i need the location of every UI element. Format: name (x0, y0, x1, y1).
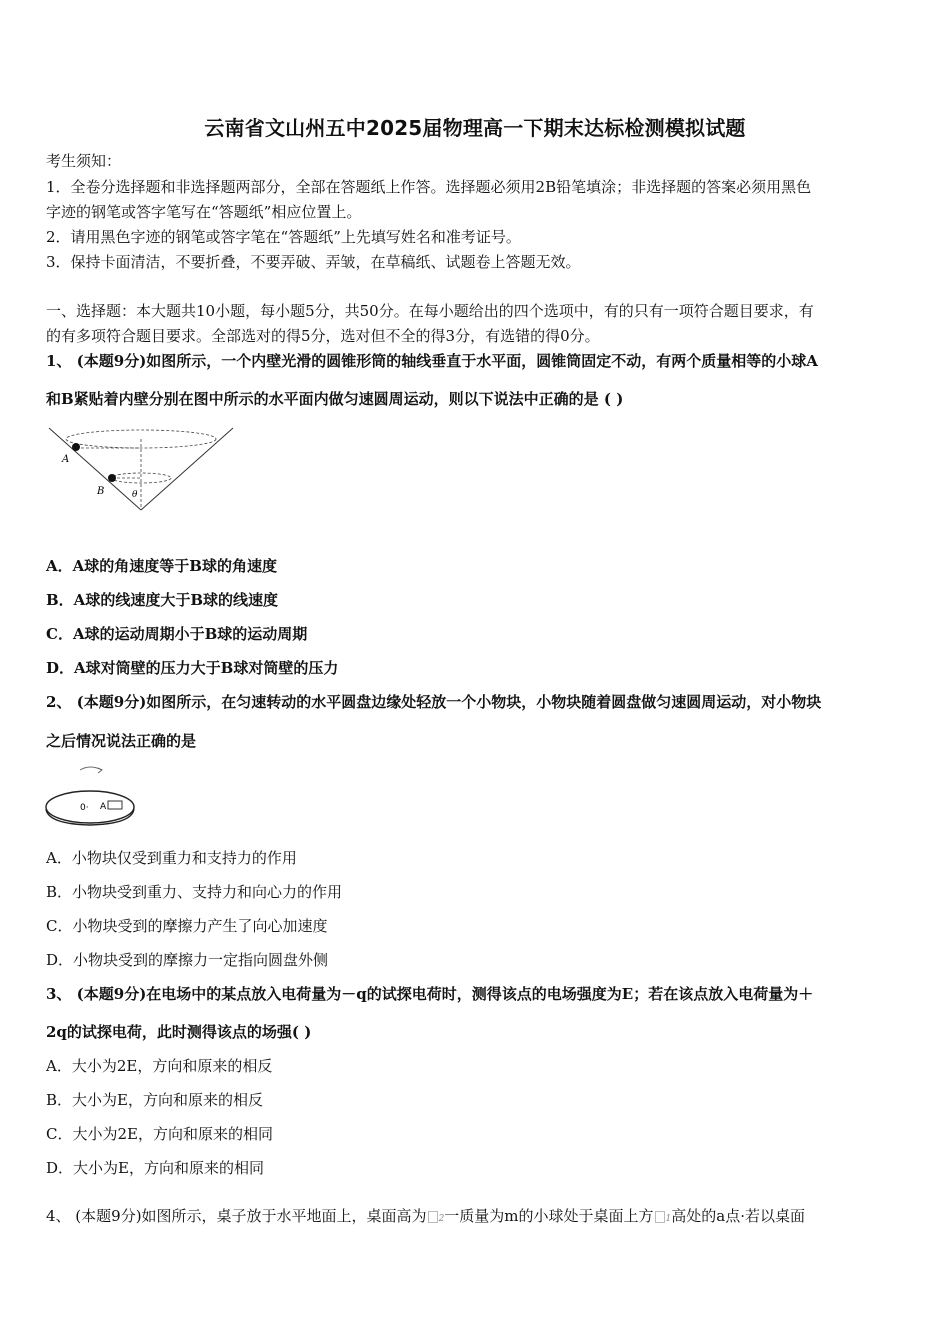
question-2-text: 之后情况说法正确的是 (46, 732, 197, 750)
section-heading: 的有多项符合题目要求。全部选对的得5分，选对但不全的得3分，有选错的得0分。 (46, 327, 600, 345)
question-3-text: 2q的试探电荷，此时测得该点的场强( ) (46, 1023, 312, 1041)
option: D．小物块受到的摩擦力一定指向圆盘外侧 (46, 951, 329, 969)
option: D．大小为E，方向和原来的相同 (46, 1159, 264, 1177)
ball-a (72, 443, 80, 451)
notice-item: 1．全卷分选择题和非选择题两部分，全部在答题纸上作答。选择题必须用2B铅笔填涂；非选择题的答案必须用黑色 (46, 178, 812, 196)
missing-image-icon (655, 1211, 665, 1223)
block-label: A (100, 802, 107, 812)
notice-heading: 考生须知： (46, 152, 122, 170)
option: C．小物块受到的摩擦力产生了向心加速度 (46, 917, 328, 935)
label-a: A (62, 454, 70, 465)
question-2-text: 2、 (本题9分)如图所示，在匀速转动的水平圆盘边缘处轻放一个小物块，小物块随着圆盘做匀速圆周运动，对小物块 (46, 693, 822, 711)
section-heading: 一、选择题：本大题共10小题，每小题5分，共50分。在每小题给出的四个选项中，有的只有一项符合题目要求，有 (46, 302, 814, 320)
question-4-part: 4、 (本题9分)如图所示，桌子放于水平地面上，桌面高为 (46, 1207, 427, 1225)
option: C．大小为2E，方向和原来的相同 (46, 1125, 273, 1143)
notice-item: 字迹的钢笔或答字笔写在“答题纸”相应位置上。 (46, 203, 362, 221)
option: B．A球的线速度大于B球的线速度 (46, 591, 278, 609)
missing-image-icon (428, 1211, 438, 1223)
notice-item: 2．请用黑色字迹的钢笔或答字笔在“答题纸”上先填写姓名和准考证号。 (46, 228, 521, 246)
question-3-text: 3、 (本题9分)在电场中的某点放入电荷量为－q的试探电荷时，测得该点的电场强度为E；若在该点放入电荷量为＋ (46, 985, 814, 1003)
label-theta: θ (132, 490, 138, 500)
option: C．A球的运动周期小于B球的运动周期 (46, 625, 308, 643)
question-4-part: 一质量为m的小球处于桌面上方 (444, 1207, 654, 1225)
option: B．大小为E，方向和原来的相反 (46, 1091, 263, 1109)
disc-center-label: 0· (80, 803, 89, 813)
option: A．大小为2E，方向和原来的相反 (46, 1057, 273, 1075)
ball-b (108, 474, 116, 482)
disc-figure (44, 760, 144, 832)
question-4-text (46, 1205, 906, 1230)
subscript: 1 (665, 1214, 672, 1224)
question-4-part: 高处的a点·若以桌面 (671, 1207, 805, 1225)
option: A．A球的角速度等于B球的角速度 (46, 557, 277, 575)
option: B．小物块受到重力、支持力和向心力的作用 (46, 883, 343, 901)
label-b: B (97, 486, 105, 497)
question-1-text: 和B紧贴着内壁分别在图中所示的水平面内做匀速圆周运动，则以下说法中正确的是 ( ) (46, 390, 624, 408)
option: A．小物块仅受到重力和支持力的作用 (46, 849, 297, 867)
cone-figure (44, 424, 244, 516)
question-1-text: 1、 (本题9分)如图所示，一个内壁光滑的圆锥形筒的轴线垂直于水平面，圆锥筒固定不动，有两个质量相等的小球A (46, 352, 818, 370)
subscript: 2 (438, 1214, 445, 1224)
notice-item: 3．保持卡面清洁，不要折叠，不要弄破、弄皱，在草稿纸、试题卷上答题无效。 (46, 253, 581, 271)
option: D．A球对筒壁的压力大于B球对筒壁的压力 (46, 659, 339, 677)
page-title: 云南省文山州五中2025届物理高一下期末达标检测模拟试题 (204, 116, 746, 140)
